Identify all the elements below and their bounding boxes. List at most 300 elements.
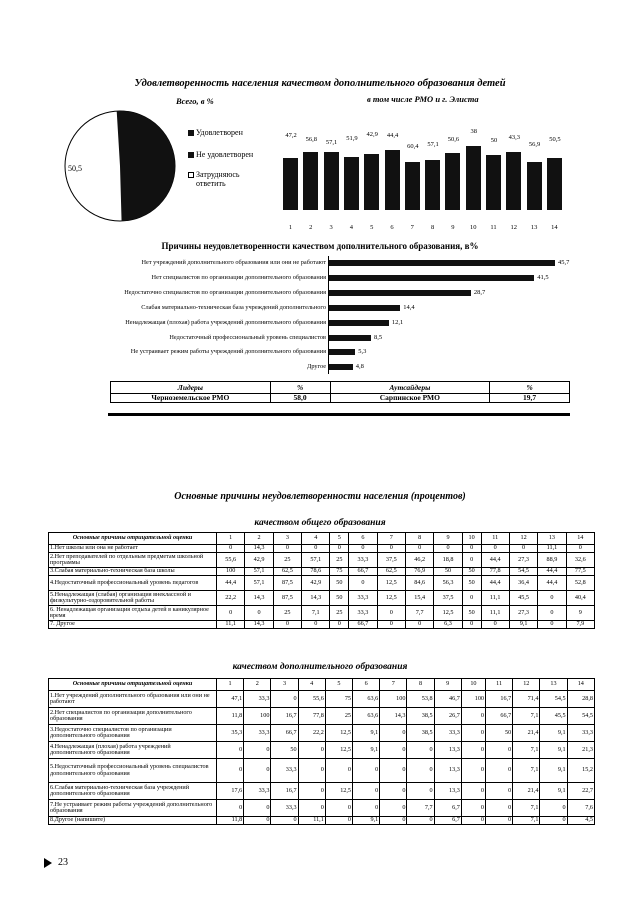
table-cell-value: 0 (407, 742, 434, 759)
table-cell-value: 25 (273, 553, 301, 568)
table-cell-reason: 7.Не устраивает режим работы учреждений дополнительного образования (49, 800, 217, 817)
table-header-region: 8 (407, 679, 434, 691)
table-cell-value: 12,5 (434, 606, 462, 621)
table-cell-value: 9,1 (509, 621, 537, 629)
table-cell-value: 50 (434, 568, 462, 576)
table-cell-value: 9,1 (540, 759, 567, 783)
bar-value-label: 50,6 (447, 136, 460, 143)
table-row (49, 725, 595, 742)
table-cell-value: 7,1 (513, 759, 540, 783)
table-row (49, 817, 595, 825)
table-cell-value: 0 (407, 759, 434, 783)
table-row (49, 568, 595, 576)
table-cell-value: 7,6 (567, 800, 594, 817)
table-cell-value: 33,3 (349, 591, 377, 606)
table-cell-value: 0 (271, 691, 298, 708)
pie-slice-dissatisfied (117, 111, 175, 221)
table-cell-value: 38,5 (407, 708, 434, 725)
pie-value-label: 50,5 (68, 164, 82, 173)
leader-name: Черноземельское РМО (111, 394, 271, 403)
outsider-name: Сарпинское РМО (330, 394, 490, 403)
table-cell-value: 0 (461, 800, 485, 817)
table-cell-value: 0 (217, 545, 245, 553)
table-header-region: 10 (461, 679, 485, 691)
table-cell-reason: 7. Другое (49, 621, 217, 629)
table-cell-value: 0 (509, 545, 537, 553)
table-cell-value: 0 (461, 725, 485, 742)
bar-category-label: 4 (349, 224, 354, 231)
table-cell-value: 50 (462, 606, 481, 621)
table-header-region: 13 (540, 679, 567, 691)
bar-value-label: 50,5 (549, 136, 561, 143)
reason-label: Недостаточный профессиональный уровень специалистов (169, 333, 326, 341)
table-cell-reason: 3.Слабая материально-техническая база школы (49, 568, 217, 576)
table-cell-value: 66,7 (349, 568, 377, 576)
bar (506, 152, 521, 210)
reason-bar (329, 364, 353, 370)
table-cell-value: 0 (244, 800, 271, 817)
table-cell-value: 50 (271, 742, 298, 759)
table-cell-value: 57,1 (245, 576, 273, 591)
table-cell-value: 0 (244, 817, 271, 825)
table-cell-value: 0 (380, 783, 407, 800)
table-cell-value: 0 (330, 621, 349, 629)
table-cell-value: 33,3 (349, 606, 377, 621)
table-cell-value: 11,8 (217, 817, 244, 825)
table-cell-value: 21,3 (567, 742, 594, 759)
bar-category-label: 11 (490, 224, 497, 231)
table-cell-value: 46,7 (434, 691, 461, 708)
table-cell-value: 0 (353, 800, 380, 817)
table-header-row (49, 679, 595, 691)
table-cell-value: 0 (244, 742, 271, 759)
table-cell-value: 7,1 (513, 708, 540, 725)
table-header-reason: Основные причины отрицательной оценки (49, 533, 217, 545)
table-cell-value: 9,1 (540, 742, 567, 759)
table-header-region: 13 (538, 533, 566, 545)
table-cell-value: 66,7 (349, 621, 377, 629)
table-header-region: 4 (298, 679, 325, 691)
table-cell-value: 0 (298, 759, 325, 783)
table-cell-value: 44,4 (538, 568, 566, 576)
table-header-region: 2 (244, 679, 271, 691)
table-cell-value: 0 (353, 759, 380, 783)
table-row (49, 553, 595, 568)
total-label: Всего, в % (176, 96, 214, 106)
table-cell-value: 22,2 (298, 725, 325, 742)
table-cell-reason: 2.Нет преподавателей по отдельным предметам школьной программы (49, 553, 217, 568)
reason-bar (329, 260, 555, 266)
reason-label: Нет учреждений дополнительного образования или они не работают (141, 259, 326, 266)
arrow-icon (44, 858, 52, 868)
table-cell-value: 18,8 (434, 553, 462, 568)
table-row (49, 783, 595, 800)
table-cell-value: 0 (461, 783, 485, 800)
table-cell-value: 0 (217, 800, 244, 817)
page-number: 23 (58, 857, 68, 868)
table-cell-value: 38,5 (407, 725, 434, 742)
general-education-table (48, 532, 595, 629)
table-cell-value: 62,5 (377, 568, 405, 576)
reason-bar (329, 305, 400, 311)
table-cell-value: 0 (405, 545, 433, 553)
table-cell-value: 14,3 (245, 545, 273, 553)
bar (405, 162, 420, 210)
table-cell-value: 0 (217, 606, 245, 621)
table-cell-value: 27,3 (509, 606, 537, 621)
table-cell-value: 47,1 (217, 691, 244, 708)
reason-label: Недостаточно специалистов по организации дополнительного образования (124, 288, 326, 296)
reasons-chart-title: Причины неудовлетворенности качеством дополнительного образования, в% (161, 241, 479, 251)
table-cell-value: 12,5 (325, 742, 352, 759)
table-cell-value: 63,6 (353, 708, 380, 725)
table-header-region: 12 (513, 679, 540, 691)
table-cell-value: 100 (244, 708, 271, 725)
bar (344, 157, 359, 210)
bar-value-label: 47,2 (285, 132, 297, 139)
table-cell-value: 0 (380, 800, 407, 817)
table-cell-value: 54,5 (540, 691, 567, 708)
bar-value-label: 57,1 (427, 141, 439, 148)
bar-value-label: 42,9 (366, 131, 378, 138)
bar (425, 160, 440, 210)
table-cell-value: 40,4 (566, 591, 594, 606)
bar-category-label: 6 (390, 224, 394, 231)
bar-category-label: 7 (410, 224, 414, 231)
table-cell-value: 0 (217, 742, 244, 759)
section-title: Основные причины неудовлетворенности населения (процентов) (174, 491, 466, 502)
table-cell-value: 0 (245, 606, 273, 621)
table-cell-value: 0 (377, 545, 405, 553)
table-cell-value: 25 (330, 606, 349, 621)
bar-value-label: 56,8 (305, 136, 317, 143)
table-cell-value: 0 (486, 759, 513, 783)
table-cell-value: 36,4 (509, 576, 537, 591)
table-cell-value: 0 (461, 742, 485, 759)
table-cell-value: 0 (566, 545, 594, 553)
table-cell-value: 16,7 (271, 783, 298, 800)
bar (527, 162, 542, 210)
table-cell-value: 0 (462, 553, 481, 568)
pmo-label: в том числе РМО и г. Элиста (367, 94, 479, 104)
table-cell-value: 0 (461, 708, 485, 725)
table-cell-value: 0 (349, 545, 377, 553)
table-cell-value: 33,3 (271, 800, 298, 817)
table-row (49, 759, 595, 783)
table-cell-value: 33,3 (244, 783, 271, 800)
table-header-region: 11 (486, 679, 513, 691)
bar-category-label: 13 (530, 224, 538, 231)
table-cell-value: 6,7 (434, 817, 461, 825)
reason-label: Нет специалистов по организации дополнительного образования (151, 273, 326, 281)
table-cell-value: 62,5 (273, 568, 301, 576)
table-cell-value: 0 (538, 591, 566, 606)
table-header-region: 4 (302, 533, 330, 545)
table-header-region: 6 (349, 533, 377, 545)
bar-category-label: 14 (551, 224, 558, 231)
table-cell-value: 0 (407, 817, 434, 825)
table-cell-value: 0 (486, 817, 513, 825)
table-cell-value: 75 (330, 568, 349, 576)
table-cell-value: 0 (271, 817, 298, 825)
bar-category-label: 8 (430, 224, 435, 231)
table-cell-value: 55,6 (298, 691, 325, 708)
table-header-region: 1 (217, 533, 245, 545)
table-cell-value: 6,3 (434, 621, 462, 629)
table-cell-value: 0 (380, 759, 407, 783)
table-cell-value: 0 (462, 545, 481, 553)
table-cell-value: 11,1 (481, 606, 509, 621)
table-cell-value: 0 (353, 783, 380, 800)
axis-line (328, 256, 329, 374)
table-header-region: 14 (566, 533, 594, 545)
bar (385, 150, 400, 210)
table-cell-value: 0 (302, 621, 330, 629)
table-cell-value: 4,5 (567, 817, 594, 825)
table-cell-value: 0 (298, 742, 325, 759)
table-cell-value: 0 (434, 545, 462, 553)
bar (283, 158, 298, 210)
bar (364, 154, 379, 210)
table-cell-value: 12,5 (377, 576, 405, 591)
additional-education-table (48, 678, 595, 825)
table-cell-value: 57,1 (245, 568, 273, 576)
table-cell-reason: 2.Нет специалистов по организации дополнительного образования (49, 708, 217, 725)
reason-bar (329, 349, 355, 355)
reason-label: Ненадлежащая (плохая) работа учреждений дополнительного образования (125, 318, 326, 326)
table-cell-value: 21,4 (513, 725, 540, 742)
table-cell-value: 45,5 (509, 591, 537, 606)
table-header-reason: Основные причины отрицательной оценки (49, 679, 217, 691)
table-cell-value: 25 (330, 553, 349, 568)
table-cell-reason: 8.Другое (напишите) (49, 817, 217, 825)
table-cell-value: 7,1 (513, 800, 540, 817)
table-cell-value: 77,8 (481, 568, 509, 576)
table-cell-value: 9,1 (353, 817, 380, 825)
table-header-region: 5 (325, 679, 352, 691)
reason-bar (329, 320, 389, 326)
table-cell-value: 11,1 (538, 545, 566, 553)
table-cell-value: 77,8 (298, 708, 325, 725)
table-cell-value: 87,5 (273, 576, 301, 591)
legend-item (188, 128, 263, 137)
bar-value-label: 44,4 (386, 132, 399, 139)
table-cell-value: 16,7 (486, 691, 513, 708)
reason-value-label: 5,3 (358, 348, 367, 356)
bar-value-label: 56,9 (528, 141, 541, 148)
table-cell-value: 9,1 (353, 742, 380, 759)
table-cell-value: 44,4 (538, 576, 566, 591)
table-cell-value: 17,6 (217, 783, 244, 800)
table-cell-value: 22,2 (217, 591, 245, 606)
table-cell-value: 42,9 (245, 553, 273, 568)
table-cell-value: 44,4 (217, 576, 245, 591)
reason-bar (329, 290, 471, 296)
table-cell-value: 15,4 (405, 591, 433, 606)
table-cell-value: 0 (380, 742, 407, 759)
table-cell-value: 9 (566, 606, 594, 621)
page-footer (44, 857, 68, 868)
table-cell-value: 0 (330, 545, 349, 553)
legend-item (188, 150, 263, 159)
table-cell-value: 0 (349, 576, 377, 591)
legend-label: Удовлетворен (196, 128, 243, 137)
table-cell-value: 57,1 (302, 553, 330, 568)
table-header-region: 9 (434, 679, 461, 691)
table-header-region: 8 (405, 533, 433, 545)
leaders-table (110, 381, 570, 403)
table-cell-value: 12,5 (377, 591, 405, 606)
table-cell-value: 14,3 (302, 591, 330, 606)
table-cell-value: 0 (540, 817, 567, 825)
bar-value-label: 57,1 (325, 139, 338, 146)
table-cell-value: 0 (325, 759, 352, 783)
table-cell-value: 7,1 (513, 742, 540, 759)
divider (108, 413, 570, 416)
bar-value-label: 60,4 (407, 143, 419, 150)
leaders-header: % (270, 382, 330, 394)
table-row (49, 606, 595, 621)
table-cell-value: 9,1 (353, 725, 380, 742)
table1-title: качеством общего образования (254, 518, 386, 528)
table-cell-value: 25 (325, 708, 352, 725)
table-cell-value: 0 (407, 783, 434, 800)
table-cell-value: 100 (217, 568, 245, 576)
table-cell-reason: 4.Недостаточный профессиональный уровень педагогов (49, 576, 217, 591)
table-cell-value: 53,8 (407, 691, 434, 708)
outsider-value: 19,7 (490, 394, 570, 403)
legend-swatch (188, 130, 194, 136)
table-cell-reason: 1.Нет учреждений дополнительного образования или они не работают (49, 691, 217, 708)
table-cell-value: 55,6 (217, 553, 245, 568)
table-cell-value: 6,7 (434, 800, 461, 817)
table-header-region: 14 (567, 679, 594, 691)
table-cell-value: 0 (540, 800, 567, 817)
table-cell-value: 76,9 (405, 568, 433, 576)
reason-label: Другое (307, 363, 326, 371)
table-cell-value: 12,5 (325, 725, 352, 742)
table-cell-value: 54,5 (567, 708, 594, 725)
table-cell-reason: 6. Ненадлежащая организация отдыха детей в каникулярное время (49, 606, 217, 621)
legend-swatch (188, 152, 194, 158)
table-cell-value: 54,5 (509, 568, 537, 576)
table-header-region: 11 (481, 533, 509, 545)
table-cell-value: 0 (461, 759, 485, 783)
table-cell-value: 78,6 (302, 568, 330, 576)
table-cell-value: 0 (298, 783, 325, 800)
table-cell-value: 11,1 (298, 817, 325, 825)
table-cell-value: 52,8 (566, 576, 594, 591)
table-cell-value: 0 (298, 800, 325, 817)
bar-value-label: 43,3 (508, 134, 520, 141)
table-cell-reason: 4.Ненадлежащая (плохая) работа учреждений дополнительного образования (49, 742, 217, 759)
table-cell-value: 25 (273, 606, 301, 621)
table-cell-value: 45,5 (540, 708, 567, 725)
table-row (49, 691, 595, 708)
legend-label: Не удовлетворен (196, 150, 254, 159)
table-cell-value: 11,1 (217, 621, 245, 629)
table-cell-value: 35,3 (217, 725, 244, 742)
table-cell-value: 28,8 (567, 691, 594, 708)
bar (466, 146, 481, 210)
legend-swatch (188, 172, 194, 178)
table-cell-value: 11,8 (217, 708, 244, 725)
pie-legend (188, 128, 263, 201)
table-row (49, 545, 595, 553)
table-cell-value: 50 (486, 725, 513, 742)
table-cell-value: 14,3 (380, 708, 407, 725)
bar (303, 152, 318, 210)
table-cell-value: 0 (302, 545, 330, 553)
bar-category-label: 12 (510, 224, 518, 231)
reason-bar (329, 275, 534, 281)
table-cell-value: 0 (273, 621, 301, 629)
table-cell-value: 14,3 (245, 621, 273, 629)
table-header-region: 3 (271, 679, 298, 691)
table-cell-value: 56,3 (434, 576, 462, 591)
table-cell-value: 33,3 (244, 691, 271, 708)
table-cell-value: 0 (538, 606, 566, 621)
table-cell-value: 7,1 (513, 817, 540, 825)
table-header-region: 1 (217, 679, 244, 691)
bar (324, 152, 339, 210)
table-cell-value: 88,9 (538, 553, 566, 568)
table-cell-value: 46,2 (405, 553, 433, 568)
table-cell-value: 22,7 (567, 783, 594, 800)
table-row (49, 576, 595, 591)
table-cell-value: 44,4 (481, 553, 509, 568)
table-cell-value: 84,6 (405, 576, 433, 591)
table-cell-value: 9,1 (540, 725, 567, 742)
table-header-region: 5 (330, 533, 349, 545)
table-cell-value: 0 (538, 621, 566, 629)
table-cell-value: 21,4 (513, 783, 540, 800)
table-cell-value: 0 (377, 621, 405, 629)
table-cell-value: 15,2 (567, 759, 594, 783)
rmo-bar-chart (280, 110, 580, 232)
table-cell-value: 0 (380, 725, 407, 742)
table-cell-reason: 5.Недостаточный профессиональный уровень специалистов дополнительного образования (49, 759, 217, 783)
reason-value-label: 41,5 (537, 273, 549, 281)
table-header-region: 6 (353, 679, 380, 691)
table-header-region: 12 (509, 533, 537, 545)
table-row (49, 800, 595, 817)
table-cell-value: 77,5 (566, 568, 594, 576)
table-row (49, 591, 595, 606)
table-header-region: 7 (380, 679, 407, 691)
reason-value-label: 14,4 (403, 303, 415, 311)
table-cell-value: 0 (325, 800, 352, 817)
table-row (49, 708, 595, 725)
reason-value-label: 45,7 (558, 259, 570, 266)
table-cell-value: 42,9 (302, 576, 330, 591)
table-cell-value: 9,1 (540, 783, 567, 800)
bar-category-label: 5 (370, 224, 374, 231)
table-cell-value: 66,7 (271, 725, 298, 742)
table-cell-value: 50 (330, 576, 349, 591)
table-cell-value: 7,9 (566, 621, 594, 629)
table-cell-value: 32,6 (566, 553, 594, 568)
bar (486, 155, 501, 210)
table-cell-value: 13,3 (434, 783, 461, 800)
table-cell-value: 37,5 (434, 591, 462, 606)
table-cell-value: 0 (481, 621, 509, 629)
reasons-bar-chart (40, 254, 600, 376)
table-cell-value: 27,3 (509, 553, 537, 568)
table-cell-value: 33,3 (567, 725, 594, 742)
table-cell-value: 0 (481, 545, 509, 553)
reason-label: Слабая материально-техническая база учреждений дополнительного (141, 303, 326, 311)
